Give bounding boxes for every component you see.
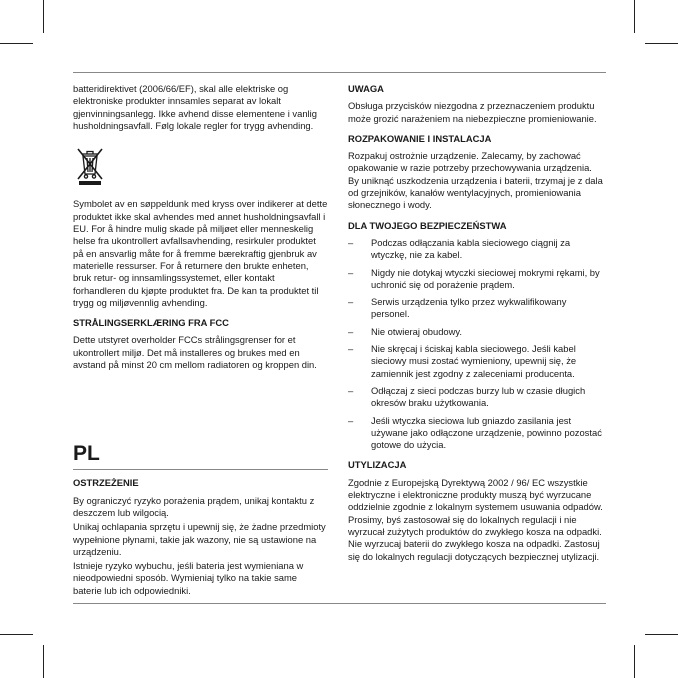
warning-paragraph: Unikaj ochlapania sprzętu i upewnij się, że żadne przedmioty wypełnione płynami, takie jak wazony, nie są ustawione na urządzeniu.: [73, 521, 326, 557]
crop-mark: [645, 634, 678, 635]
crop-mark: [645, 43, 678, 44]
util-text: Zgodnie z Europejską Dyrektywą 2002 / 96/ EC wszystkie elektryczne i elektroniczne produkty muszą być wyrzucane oddzielnie zgodnie z lokalnym systemem usuwania odpadów. Prosimy, byś zastosował się do lokalnych regulacji i nie wyrzucał zużytych produktów do zwykłego kosza na odpadki. Nie wyrzucaj baterii do zwykłego kosza na odpadki. Zastosuj się do lokalnych regulacji dotyczących bezpiecznej utylizacji.: [348, 476, 603, 562]
list-item: – Nigdy nie dotykaj wtyczki sieciowej mokrymi rękami, by uchronić się od porażenie prądem.: [348, 267, 603, 292]
top-rule: [73, 72, 606, 73]
crossed-bin-icon: [73, 146, 107, 186]
crop-mark: [634, 0, 635, 33]
crop-mark: [634, 645, 635, 678]
warning-paragraph: Istnieje ryzyko wybuchu, jeśli bateria jest wymieniana w nieodpowiedni sposób. Wymieniaj tylko na takie same baterie lub ich odpowiedniki.: [73, 560, 304, 596]
fcc-heading: STRÅLINGSERKLÆRING FRA FCC: [73, 317, 229, 329]
unpack-text: Rozpakuj ostrożnie urządzenie. Zalecamy, by zachować opakowanie w razie potrzeby przechowywania urządzenia. By uniknąć uszkodzenia urządzenia i baterii, trzymaj je z dala od grzejników, kanałów wentylacyjnych, promieniowania słonecznego i wody.: [348, 150, 603, 211]
unpack-heading: ROZPAKOWANIE I INSTALACJA: [348, 132, 492, 144]
list-item: – Odłączaj z sieci podczas burzy lub w czasie długich okresów braku użytkowania.: [348, 385, 603, 410]
fcc-text: Dette utstyret overholder FCCs strålingsgrenser for et ukontrollert miljø. Det må installeres og brukes med en avstand på minst 20 cm mellom radiatoren og kroppen din.: [73, 334, 317, 371]
left-column: [73, 83, 328, 602]
util-heading: UTYLIZACJA: [348, 459, 407, 471]
crop-mark: [0, 634, 33, 635]
right-column: [348, 83, 603, 568]
crop-mark: [43, 645, 44, 678]
list-item: – Nie skręcaj i ściskaj kabla sieciowego. Jeśli kabel sieciowy musi zostać wymieniony, upewnij się, że zamiennik jest zgodny z zaleceniami producenta.: [348, 343, 603, 380]
crop-mark: [0, 43, 33, 44]
intro-text: batteridirektivet (2006/66/EF), skal alle elektriske og elektroniske produkter innsamles separat av lokalt gjenvinningsanlegg. Ikke avhend disse elementene i vanlig husholdningsavfall. Følg lokale regler for trygg avhending.: [73, 83, 317, 131]
crop-mark: [43, 0, 44, 33]
uwaga-text: Obsługa przycisków niezgodna z przeznaczeniem produktu może grozić narażeniem na niebezpieczne promieniowanie.: [348, 100, 597, 124]
list-item: – Serwis urządzenia tylko przez wykwalifikowany personel.: [348, 296, 603, 321]
list-item: – Podczas odłączania kabla sieciowego ciągnij za wtyczkę, nie za kabel.: [348, 237, 603, 262]
list-item: – Jeśli wtyczka sieciowa lub gniazdo zasilania jest używane jako odłączone urządzenie, powinno pozostać gotowe do użycia.: [348, 415, 603, 452]
list-item: – Nie otwieraj obudowy.: [348, 326, 603, 338]
bottom-rule: [73, 603, 606, 604]
warning-paragraph: By ograniczyć ryzyko porażenia prądem, unikaj kontaktu z deszczem lub wilgocią.: [73, 494, 315, 518]
language-rule: [73, 469, 328, 470]
uwaga-heading: UWAGA: [348, 83, 384, 94]
symbol-text: Symbolet av en søppeldunk med kryss over indikerer at dette produktet ikke skal avhendes med annet husholdningsavfall i EU. For å hindre mulig skade på miljøet eller menneskelig helse fra ukontrollert avfallsavhending, resirkuler produktet på en ansvarlig måte for å fremme bærekraftig gjenbruk av materielle ressurser. For å returnere den brukte enheten, bruk retur- og innsamlingssystemet, eller kontakt forhandleren du kjøpte produktet fra. De kan ta produktet til trygg og miljøvennlig avhending.: [73, 198, 328, 308]
language-title: PL: [73, 442, 100, 466]
warning-heading: OSTRZEŻENIE: [73, 477, 139, 489]
safety-heading: DLA TWOJEGO BEZPIECZEŃSTWA: [348, 219, 507, 231]
safety-list: [348, 237, 603, 451]
